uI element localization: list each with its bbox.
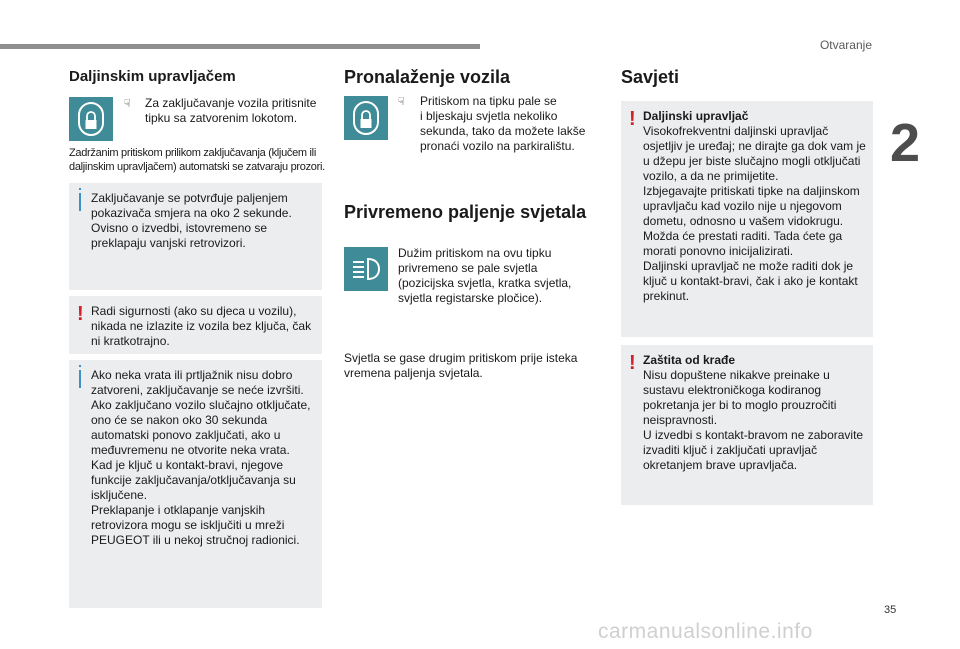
info-text-doors: Ako neka vrata ili prtljažnik nisu dobro zatvoreni, zaključavanje se neće izvršiti. Ako zaključano vozilo slučajno otključate, ono će se nakon oko 30 sekunda automatski ponovo zaključati, ako u međuvremenu ne otvorite neka vrata. Kad je ključ u kontakt-bravi, njegove funkcije zaključavanja/otključavanja su isključene. Preklapanje i otklapanje vanjskih retrovizora mogu se isključiti u mreži PEUGEOT ili u nekoj stručnoj radionici. (91, 368, 311, 547)
heading-advice: Savjeti (621, 67, 680, 87)
warning-icon: ! (629, 108, 636, 130)
warning-icon: ! (77, 303, 84, 325)
warning-text-remote: Daljinski upravljač Visokofrekventni daljinski upravljač osjetljiv je uređaj; ne dirajte ga dok vam je u džepu jer biste slučajno mogli otključati vozilo, a da ne primijetite. Izbjegavajte pritiskati tipke na daljinskom upravljaču kad vozilo nije u njegovom dometu, odnosno u vašem vidokrugu. Možda će prestati raditi. Tada ćete ga morati ponovno inicijalizirati. Daljinski upravljač ne može raditi dok je ključ u kontakt-bravi, čak i ako je kontakt prekinut. (643, 109, 866, 303)
section-label: Otvaranje (819, 38, 872, 52)
locate-button-icon-box (344, 96, 388, 140)
info-box-confirmation (69, 183, 322, 290)
page-number: 35 (884, 604, 897, 616)
info-box-doors (69, 360, 322, 608)
heading-remote-control: Daljinskim upravljačem (69, 68, 236, 85)
note-windows: Zadržanim pritiskom prilikom zaključavanja (ključem ili daljinskim upravljačem) automatski se zatvaraju prozori. (69, 147, 325, 173)
headlight-icon (350, 256, 382, 282)
lock-icon (76, 102, 106, 136)
heading-vehicle-locating: Pronalaženje vozila (344, 67, 511, 87)
warning-text-children: Radi sigurnosti (ako su djeca u vozilu), nikada ne izlazite iz vozila bez ključa, čak ni kratkotrajno. (91, 304, 312, 348)
warning-box-anti-theft (621, 345, 873, 505)
header-bar (0, 44, 480, 49)
headlight-button-icon-box (344, 247, 388, 291)
lock-button-icon-box (69, 97, 113, 141)
info-text-confirmation: Zaključavanje se potvrđuje paljenjem pokazivača smjera na oko 2 sekunde. Ovisno o izvedbi, istovremeno se preklapaju vanjski retrovizori. (91, 191, 292, 250)
chapter-number: 2 (890, 113, 921, 173)
bullet-text-locating: Pritiskom na tipku pale se i bljeskaju svjetla nekoliko sekunda, tako da možete lakše pronaći vozilo na parkiralištu. (420, 94, 586, 153)
warning-text-anti-theft: Zaštita od krađe Nisu dopuštene nikakve preinake u sustavu elektroničkoga kodiranog pokretanja jer bi to moglo prouzročiti neispravnosti. U izvedbi s kontakt-bravom ne zaboravite izvaditi ključ i zaključati upravljač okretanjem brave upravljača. (643, 353, 864, 472)
bullet-text-lock: Za zaključavanje vozila pritisnite tipku sa zatvorenim lokotom. (145, 96, 317, 125)
info-icon (79, 370, 81, 388)
info-icon (79, 193, 81, 211)
text-lights-off: Svjetla se gase drugim pritiskom prije isteka vremena paljenja svjetala. (344, 351, 578, 380)
warning-box-children (69, 296, 322, 354)
bullet-icon: ☟ (124, 98, 131, 110)
heading-temporary-lighting: Privremeno paljenje svjetala (344, 202, 587, 222)
warning-box-remote (621, 101, 873, 337)
text-temporary-lighting: Dužim pritiskom na ovu tipku privremeno se pale svjetla (pozicijska svjetla, kratka svjetla, svjetla registarske pločice). (398, 246, 572, 305)
watermark: carmanualsonline.info (598, 620, 813, 643)
warning-icon: ! (629, 352, 636, 374)
bullet-icon: ☟ (398, 96, 405, 108)
lock-icon (351, 101, 381, 135)
